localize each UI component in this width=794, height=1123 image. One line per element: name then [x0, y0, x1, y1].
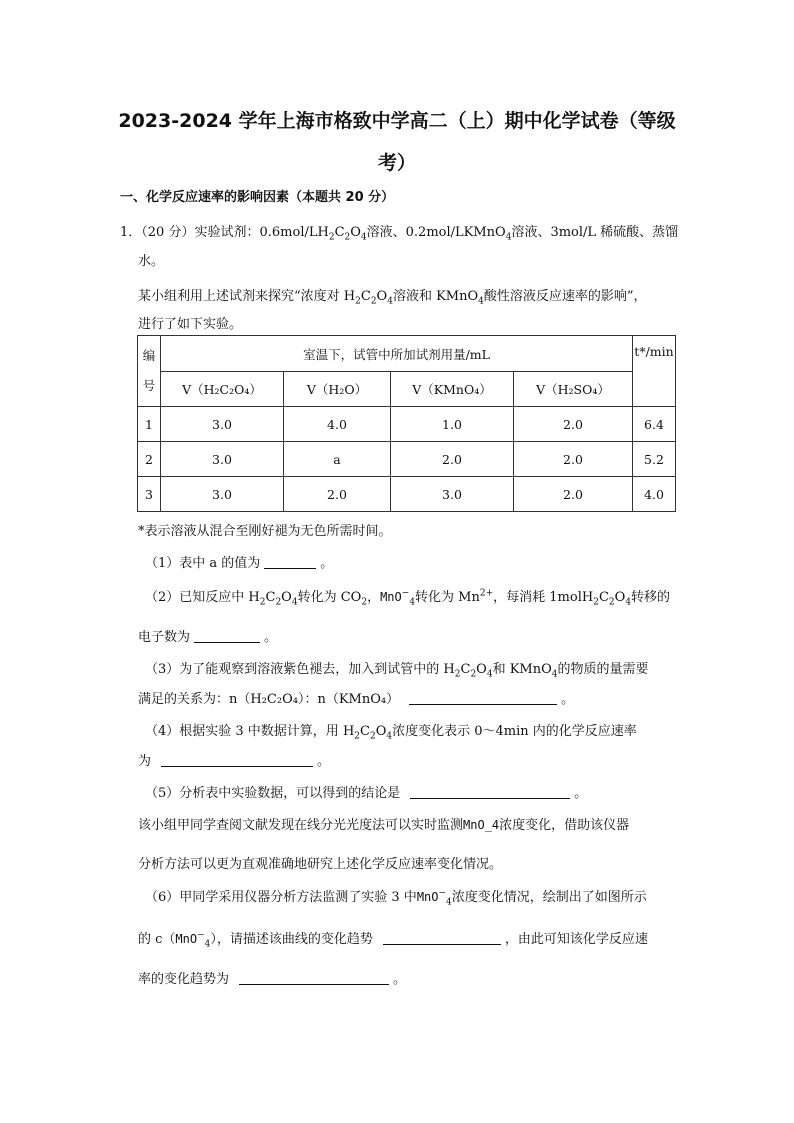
table-row	[138, 477, 676, 512]
cell-h2o: a	[284, 442, 391, 477]
title-line-2: 考）	[377, 152, 416, 174]
question-score: （20 分）	[141, 225, 195, 240]
q6-text: 浓度变化情况，绘制出了如图所示	[451, 890, 647, 905]
question-1-reagents: 1．（20 分）实验试剂：$0.6mol/LH_2C_2O_4$溶液、0.2mol/LKMnO$_4$溶液、3mol/L 稀硫酸、蒸馏	[120, 225, 679, 243]
header-group: 室温下，试管中所加试剂用量/mL	[161, 336, 633, 372]
reagent-text: 溶液、3mol/L 稀硫酸、蒸馏	[511, 225, 679, 240]
q5-end: 。	[574, 786, 588, 801]
q2-text: 转化为 Mn	[415, 590, 480, 605]
q1-text: （1）表中 a 的值为	[145, 556, 261, 571]
table-row	[138, 407, 676, 442]
q4-text: 浓度变化表示 0～4min 内的化学反应速率	[392, 724, 637, 739]
reagents-label: 实验试剂：	[194, 225, 260, 240]
cell-kmno4: 1.0	[391, 407, 514, 442]
paragraph-line-2: 分析方法可以更为直观准确地研究上述化学反应速率变化情况。	[138, 857, 503, 872]
title-line-1: 2023-2024 学年上海市格致中学高二（上）期中化学试卷（等级	[118, 110, 676, 132]
cell-h2c2o4: 3.0	[161, 407, 284, 442]
sub-question-2: （2）已知反应中 $H_2C_2O_4$转化为 $CO_2$，MnO−$_4$转化为 $Mn^{2+}$，每消耗 $1molH_2C_2O_4$转移的	[145, 588, 671, 608]
q2-text: ，每消耗 1molH	[493, 590, 594, 605]
subscript: 2	[593, 597, 599, 608]
sub-question-5	[145, 782, 587, 801]
q3-text: 和 KMnO	[492, 662, 552, 677]
q2-text: 转化为 CO	[297, 590, 362, 605]
superscript: 2+	[479, 588, 494, 599]
table-row	[138, 442, 676, 477]
experiment-table	[137, 335, 676, 512]
reagents-line-end: 水。	[138, 254, 165, 269]
col-h2so4: V（H₂SO₄）	[514, 372, 633, 407]
intro-line-end: 进行了如下实验。	[138, 317, 243, 332]
reagent-text: 溶液、0.2mol/LKMnO	[366, 225, 506, 240]
subscript: 4	[505, 232, 512, 243]
cell-h2so4: 2.0	[514, 442, 633, 477]
answer-blank-2[interactable]	[194, 629, 260, 643]
subscript: 4	[446, 897, 452, 908]
answer-blank-6b[interactable]	[239, 971, 389, 985]
col-h2c2o4: V（H₂C₂O₄）	[161, 372, 284, 407]
q2-text: 电子数为	[138, 630, 191, 645]
subscript: 4	[551, 669, 558, 680]
subscript: 2	[454, 669, 461, 680]
cell-h2so4: 2.0	[514, 407, 633, 442]
q3-end: 。	[561, 692, 575, 707]
subscript: 2	[275, 597, 282, 608]
q2-text: （2）已知反应中 H	[145, 590, 260, 605]
subscript: 4	[625, 597, 632, 608]
q6-text: （6）甲同学采用仪器分析方法监测了实验 3 中	[145, 890, 417, 905]
header-number-2: 号	[142, 378, 156, 393]
superscript: −	[438, 888, 447, 899]
question-1-intro: 某小组利用上述试剂来探究“浓度对 $H_2C_2O_4$溶液和 KMnO$_4$酸性溶液反应速率的影响”，	[138, 289, 647, 307]
cell-h2so4: 2.0	[514, 477, 633, 512]
cell-kmno4: 2.0	[391, 442, 514, 477]
q5-text: （5）分析表中实验数据，可以得到的结论是	[145, 786, 401, 801]
q6-end: 。	[393, 972, 407, 987]
q4-end: 。	[317, 754, 331, 769]
sub-question-6-line-2	[138, 928, 648, 950]
intro-text: 溶液和 KMnO	[392, 289, 479, 304]
q2-text: 转移的	[631, 590, 671, 605]
page-title	[100, 100, 694, 184]
subscript: 2	[369, 731, 376, 742]
subscript: 2	[344, 232, 351, 243]
header-number	[138, 336, 161, 407]
cell-h2o: 2.0	[284, 477, 391, 512]
q3-text: （3）为了能观察到溶液紫色褪去，加入到试管中的 H	[145, 662, 455, 677]
sub-question-1	[145, 552, 333, 571]
sub-question-3: （3）为了能观察到溶液紫色褪去，加入到试管中的 $H_2C_2O_4$和 KMnO$_4$的物质的量需要	[145, 662, 649, 680]
sub-question-2-line-2	[138, 626, 277, 645]
sub-question-3-line-2	[138, 688, 574, 707]
q3-text: 满足的关系为：n（H₂C₂O₄）：n（KMnO₄）	[138, 692, 400, 707]
answer-blank-1[interactable]	[264, 555, 316, 569]
subscript: 2	[355, 296, 361, 307]
subscript: 4	[360, 232, 367, 243]
subscript: 4	[204, 939, 211, 950]
cell-time: 6.4	[633, 407, 676, 442]
sub-question-4-line-2	[138, 750, 330, 769]
subscript: 2	[328, 232, 335, 243]
q6-text: 的 c（	[138, 932, 176, 947]
subscript: 2	[354, 731, 361, 742]
subscript: 4	[387, 296, 393, 307]
question-number: 1．	[120, 225, 142, 240]
sub-question-6-line-3	[138, 968, 406, 987]
answer-blank-5[interactable]	[410, 785, 570, 799]
subscript: 4	[386, 731, 393, 742]
answer-blank-3[interactable]	[409, 691, 557, 705]
superscript: −	[197, 930, 205, 941]
cell-kmno4: 3.0	[391, 477, 514, 512]
cell-h2c2o4: 3.0	[161, 477, 284, 512]
header-number-1: 编	[142, 348, 156, 363]
para-text: 该小组甲同学查阅文献发现在线分光光度法可以实时监测	[138, 818, 464, 833]
q1-end: 。	[320, 556, 334, 571]
cell-time: 5.2	[633, 442, 676, 477]
subscript: 4	[478, 296, 484, 307]
cell-h2c2o4: 3.0	[161, 442, 284, 477]
intro-text: 酸性溶液反应速率的影响”，	[483, 289, 647, 304]
subscript: 2	[608, 597, 615, 608]
q3-text: 的物质的量需要	[557, 662, 649, 677]
cell-no: 1	[138, 407, 161, 442]
q2-text: ，	[367, 590, 381, 605]
cell-time: 4.0	[633, 477, 676, 512]
sub-question-6	[145, 886, 647, 908]
header-time: t*/min	[633, 336, 676, 407]
cell-no: 2	[138, 442, 161, 477]
permanganate-ion: MnO	[416, 890, 439, 904]
table-note: *表示溶液从混合至刚好褪为无色所需时间。	[138, 524, 392, 539]
col-kmno4: V（KMnO₄）	[391, 372, 514, 407]
subscript: 4	[291, 597, 298, 608]
answer-blank-6a[interactable]	[383, 931, 501, 945]
cell-no: 3	[138, 477, 161, 512]
col-h2o: V（H₂O）	[284, 372, 391, 407]
q6-text: ，由此可知该化学反应速	[504, 932, 648, 947]
intro-text: 某小组利用上述试剂来探究“浓度对 H	[138, 289, 356, 304]
reagent-text: 0.6mol/LH	[259, 225, 329, 240]
subscript: 4	[486, 669, 493, 680]
subscript: 2	[259, 597, 266, 608]
subscript: 2	[361, 597, 368, 608]
q4-text: （4）根据实验 3 中数据计算，用 H	[145, 724, 355, 739]
permanganate-ion: MnO	[175, 932, 198, 946]
permanganate-ion: MnO	[380, 590, 402, 604]
paragraph-line-1	[138, 814, 629, 833]
subscript: 4	[409, 597, 416, 608]
cell-h2o: 4.0	[284, 407, 391, 442]
q2-end: 。	[264, 630, 278, 645]
subscript: 2	[370, 296, 377, 307]
para-text: 浓度变化，借助该仪器	[499, 818, 630, 833]
answer-blank-4[interactable]	[161, 753, 313, 767]
sub-question-4: （4）根据实验 3 中数据计算，用 $H_2C_2O_4$浓度变化表示 0～4min 内的化学反应速率	[145, 724, 637, 742]
section-heading: 一、化学反应速率的影响因素（本题共 20 分）	[120, 190, 395, 205]
subscript: 2	[470, 669, 477, 680]
permanganate-ion: MnO_4	[463, 818, 500, 832]
superscript: −	[401, 588, 410, 599]
q6-text: ），请描述该曲线的变化趋势	[210, 932, 373, 947]
q6-text: 率的变化趋势为	[138, 972, 230, 987]
q4-text: 为	[138, 754, 152, 769]
